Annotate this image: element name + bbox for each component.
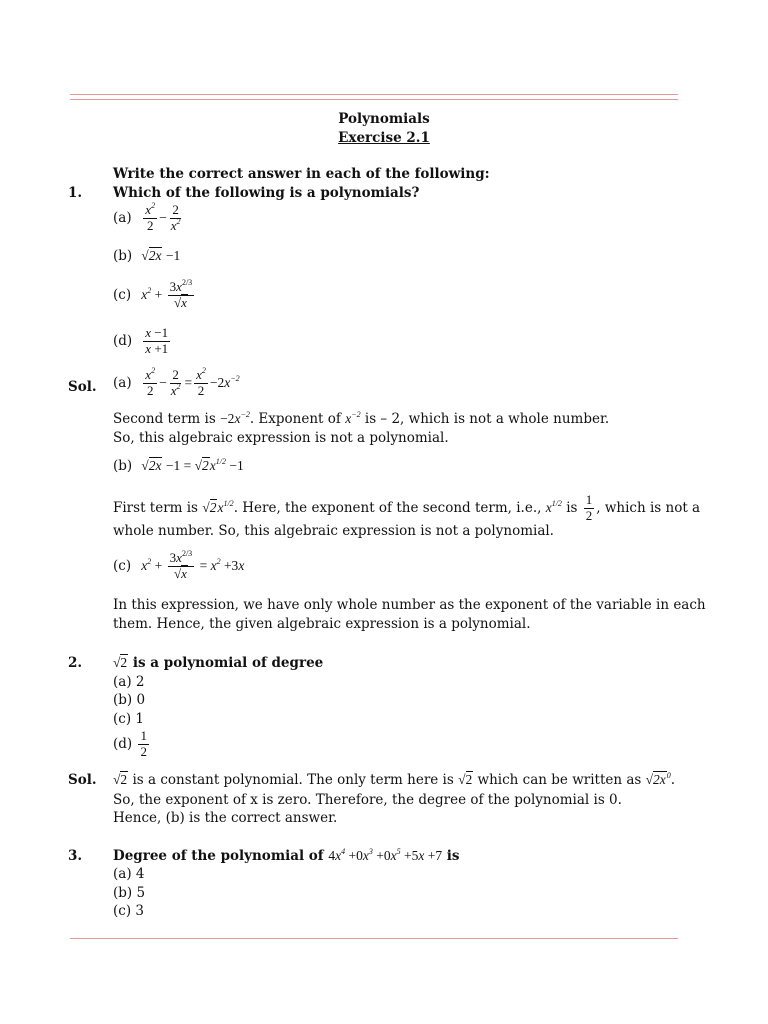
solution-1a-conclusion: So, this algebraic expression is not a polynomial. xyxy=(113,430,449,446)
solution-1b-conclusion: whole number. So, this algebraic expression is not a polynomial. xyxy=(113,523,554,539)
q3-option-a: (a) 4 xyxy=(113,866,145,882)
question-number-2: 2. xyxy=(68,655,83,671)
q3-option-b: (b) 5 xyxy=(113,885,146,901)
solution-2-line-3: Hence, (b) is the correct answer. xyxy=(113,810,338,826)
question-2-text: √2 is a polynomial of degree xyxy=(113,655,324,671)
q1-option-d-label: (d) xyxy=(113,332,133,349)
solution-1a-text: Second term is $-2x^{-2}$. Exponent of $x^{-2}$ is – 2, which is not a whole number. xyxy=(113,410,610,427)
q1-option-a-label: (a) xyxy=(113,209,132,226)
q3-option-c: (c) 3 xyxy=(113,903,144,919)
question-3-text: Degree of the polynomial of $4x^4 +0x^3 +0x^5 +5x +7$ is xyxy=(113,847,460,864)
q1-option-d: (d) $\frac{x -1}{x +1}$ xyxy=(113,325,169,356)
q2-option-b: (b) 0 xyxy=(113,692,146,708)
solution-1c-equation: (c) $x^2$ + $\frac{3x^{2/3}}{√x}$ = $x^2 +3x$ xyxy=(113,549,245,581)
question-number-1: 1. xyxy=(68,185,83,201)
solution-1-label: Sol. xyxy=(68,379,97,395)
q2-option-a: (a) 2 xyxy=(113,674,145,690)
header-rule xyxy=(70,94,678,100)
solution-1a-equation: (a) $\frac{x^2}{2}$ − $\frac{2}{x^2}$ = $\frac{x^2}{2}$ $-2x^{-2}$ xyxy=(113,366,240,398)
q1-option-b-label: (b) xyxy=(113,248,133,264)
q2-option-d: (d) $\frac{1}{2}$ xyxy=(113,728,147,759)
solution-1b-text: First term is $√2x^{1/2}$. Here, the exponent of the second term, i.e., $x^{1/2}$ is $\frac{1}{2}$ , which is not a xyxy=(113,492,701,523)
instructions: Write the correct answer in each of the following: xyxy=(113,166,490,182)
s1-b-label: (b) xyxy=(113,458,133,474)
s1-a-label: (a) xyxy=(113,374,132,391)
s1-c-label: (c) xyxy=(113,557,132,574)
q1-option-c: (c) $x^2$ + $\frac{3x^{2/3}}{√x}$ xyxy=(113,278,193,310)
solution-1b-equation: (b) $√2x -1 = √2x^{1/2} -1$ xyxy=(113,457,244,474)
exercise-title: Exercise 2.1 xyxy=(338,130,430,146)
solution-1c-conclusion: them. Hence, the given algebraic expression is a polynomial. xyxy=(113,616,531,632)
solution-2-text: √2 is a constant polynomial. The only term here is √2 which can be written as $√2x^0$. xyxy=(113,771,676,788)
footer-rule xyxy=(70,938,678,939)
question-number-3: 3. xyxy=(68,848,83,864)
question-1-text: Which of the following is a polynomials? xyxy=(113,185,420,201)
q1-option-a: (a) $\frac{x^2}{2}$ − $\frac{2}{x^2}$ xyxy=(113,201,181,233)
solution-1c-text: In this expression, we have only whole number as the exponent of the variable in each xyxy=(113,597,706,613)
solution-2-line-2: So, the exponent of x is zero. Therefore, the degree of the polynomial is 0. xyxy=(113,792,622,808)
q2-option-c: (c) 1 xyxy=(113,711,144,727)
q1-option-b: (b) √2x −1 xyxy=(113,248,181,264)
q1-option-c-label: (c) xyxy=(113,286,132,303)
solution-2-label: Sol. xyxy=(68,772,97,788)
page-title: Polynomials xyxy=(338,111,430,127)
